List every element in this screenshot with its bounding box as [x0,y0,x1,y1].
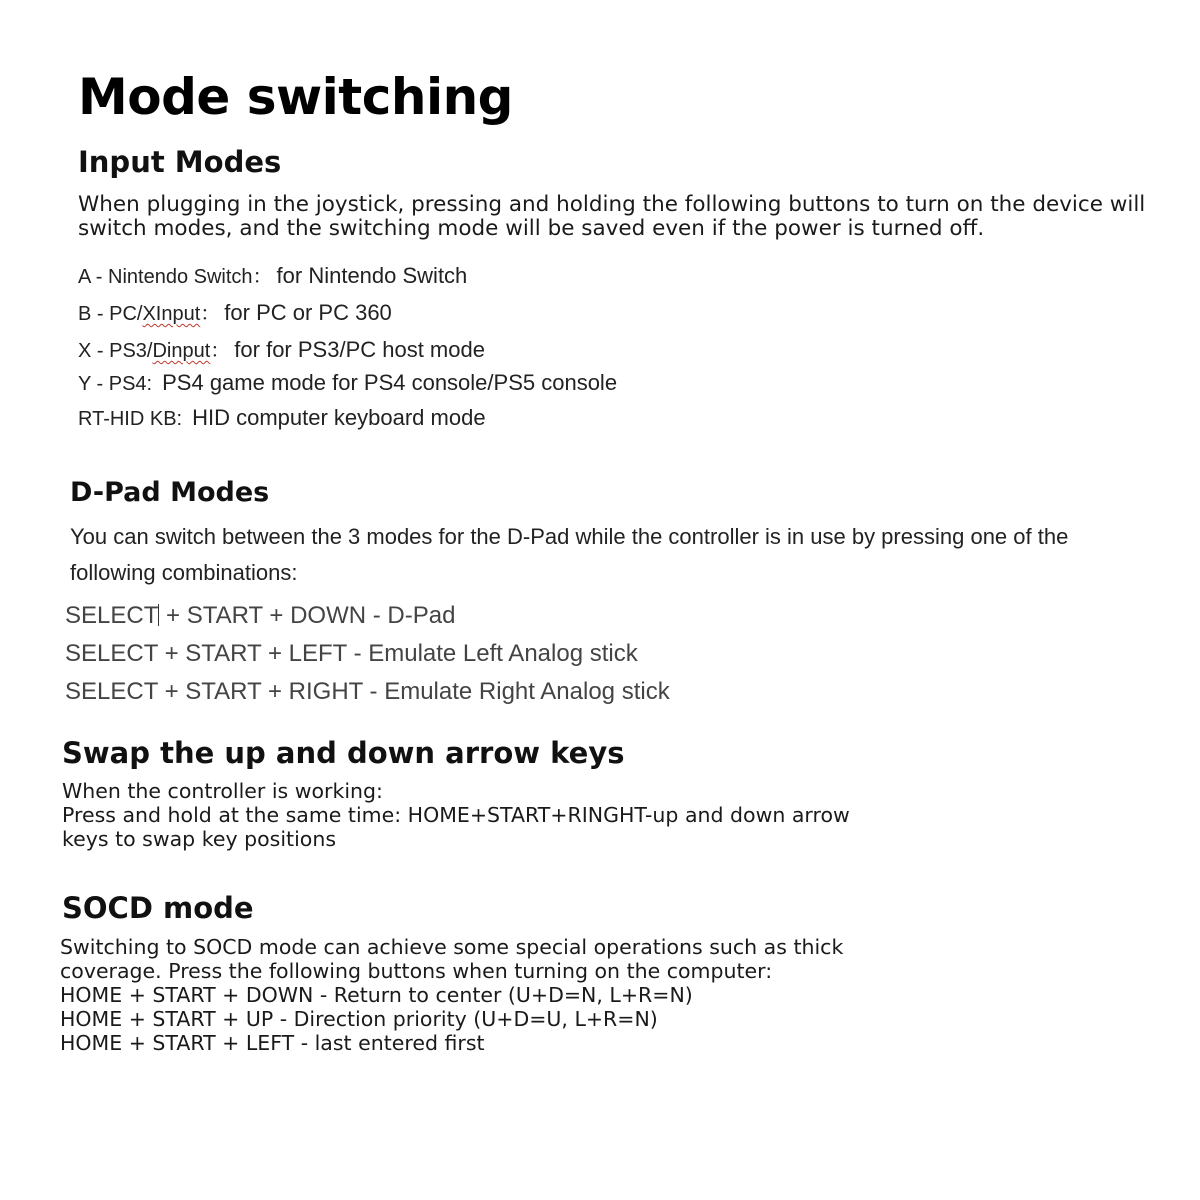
mode-item-b [78,297,392,326]
dpad-combo: SELECT + START + RIGHT - Emulate Right Analog stick [65,678,670,705]
swap-line: Press and hold at the same time: HOME+START+RINGHT-up and down arrow [62,803,850,827]
dpad-combo-text: SELECT [65,602,159,629]
mode-key-sep: ： [200,303,221,325]
input-modes-intro [78,193,1145,241]
dpad-combo [65,602,455,630]
mode-key: A - Nintendo Switch [78,266,253,288]
mode-desc: for Nintendo Switch [276,263,468,288]
input-modes-intro-line: switch modes, and the switching mode will be saved even if the power is turned off. [78,216,985,241]
dpad-intro-line: You can switch between the 3 modes for the D-Pad while the controller is in use by pressing one of the [70,524,1069,549]
mode-key: Y - PS4: [78,373,153,395]
mode-key-marked: XInput [142,303,201,325]
mode-key-sep: ： [210,340,231,362]
mode-key: RT-HID KB: [78,408,183,430]
socd-line: HOME + START + UP - Direction priority (U+D=U, L+R=N) [60,1007,658,1031]
mode-item-y [78,370,617,396]
dpad-modes-heading: D-Pad Modes [70,477,270,508]
dpad-intro-line: following combinations: [70,560,298,585]
mode-key-sep: ： [252,266,273,288]
swap-line: When the controller is working: [62,779,383,803]
dpad-combo: SELECT + START + LEFT - Emulate Left Analog stick [65,640,638,667]
socd-heading: SOCD mode [62,891,254,925]
mode-item-rt [78,405,486,431]
mode-key: X - PS3/ [78,340,153,362]
mode-key: B - PC/ [78,303,143,325]
mode-key-marked: Dinput [152,340,211,362]
dpad-combo-text: + START + DOWN - D-Pad [166,602,456,629]
mode-desc: for for PS3/PC host mode [234,337,485,362]
mode-desc: HID computer keyboard mode [192,405,486,430]
text-cursor [158,604,159,626]
mode-desc: PS4 game mode for PS4 console/PS5 console [162,370,618,395]
input-modes-intro-line: When plugging in the joystick, pressing and holding the following buttons to turn on the device will [78,192,1146,217]
mode-item-x [78,334,485,363]
socd-line: HOME + START + DOWN - Return to center (U+D=N, L+R=N) [60,983,693,1007]
socd-body [60,935,843,1055]
socd-line: coverage. Press the following buttons when turning on the computer: [60,959,773,983]
swap-heading: Swap the up and down arrow keys [62,736,625,770]
mode-desc: for PC or PC 360 [224,300,392,325]
page-title: Mode switching [78,68,513,126]
swap-line: keys to swap key positions [62,827,336,851]
input-modes-heading: Input Modes [78,145,282,179]
swap-body [62,779,850,851]
socd-line: Switching to SOCD mode can achieve some special operations such as thick [60,935,844,959]
mode-item-a [78,260,467,289]
socd-line: HOME + START + LEFT - last entered first [60,1031,485,1055]
